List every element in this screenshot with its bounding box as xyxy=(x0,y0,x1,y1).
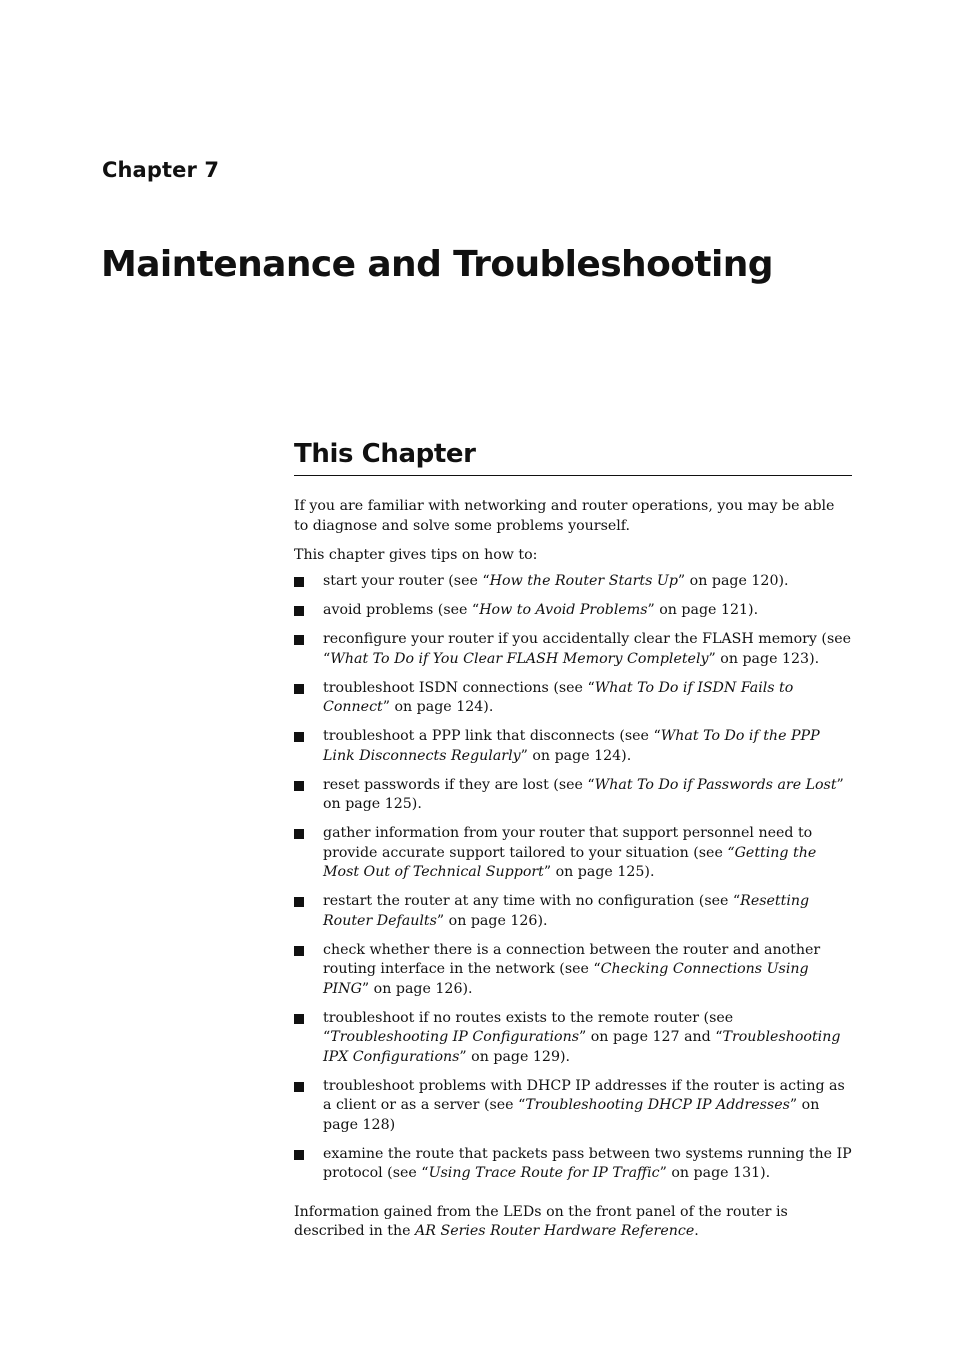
bullet-icon xyxy=(294,1082,304,1092)
list-item xyxy=(294,1077,852,1136)
list-item xyxy=(294,941,852,1000)
list-item xyxy=(294,601,852,621)
cross-reference: How the Router Starts Up xyxy=(489,573,678,589)
list-item xyxy=(294,572,852,592)
item-text: troubleshoot if no routes exists to the remote router (see “ xyxy=(323,1009,734,1045)
item-text: ” on page 124). xyxy=(382,699,494,715)
item-text: ” on page 125). xyxy=(323,776,844,812)
list-item xyxy=(294,824,852,883)
this-chapter-section xyxy=(294,437,852,1242)
item-text: ” on page 123). xyxy=(708,650,820,667)
cross-reference: What To Do if You Clear FLASH Memory Completely xyxy=(330,650,709,667)
list-item xyxy=(294,679,852,718)
cross-reference: Troubleshooting DHCP IP Addresses xyxy=(525,1097,790,1113)
cross-reference: Using Trace Route for IP Traffic xyxy=(428,1165,660,1181)
item-text: avoid problems (see “ xyxy=(323,602,480,618)
item-text: check whether there is a connection between the router and another routing interface in the network (see “ xyxy=(323,941,821,977)
item-text: start your router (see “ xyxy=(323,573,490,589)
chapter-title: Maintenance and Troubleshooting xyxy=(101,244,773,285)
item-text: ” on page 126). xyxy=(436,912,548,929)
bullet-icon xyxy=(294,635,304,645)
intro-paragraph: If you are familiar with networking and router operations, you may be able to diagnose and solve some problems yourself. xyxy=(294,498,835,534)
bullet-icon xyxy=(294,606,304,616)
item-text: ” on page 128) xyxy=(323,1097,820,1133)
bullet-icon xyxy=(294,946,304,956)
bullet-icon xyxy=(294,732,304,742)
lead-paragraph: This chapter gives tips on how to: xyxy=(294,546,538,563)
cross-reference: “Getting the Most Out of Technical Support xyxy=(323,844,817,880)
cross-reference: Resetting Router Defaults xyxy=(323,893,810,929)
bullet-icon xyxy=(294,684,304,694)
item-text: ” on page 124). xyxy=(520,747,632,764)
item-text: troubleshoot a PPP link that disconnects (see “ xyxy=(323,728,661,744)
item-text: ” on page 126). xyxy=(361,980,473,997)
item-text: ” on page 121). xyxy=(647,602,759,618)
cross-reference: How to Avoid Problems xyxy=(479,602,648,618)
item-text: ” on page 131). xyxy=(659,1165,771,1181)
bullet-icon xyxy=(294,1150,304,1160)
item-text: troubleshoot problems with DHCP IP addresses if the router is acting as a client or as a server (see “ xyxy=(323,1077,845,1113)
item-text: reconfigure your router if you accidentally clear the FLASH memory (see “ xyxy=(323,631,852,667)
tips-list xyxy=(294,572,852,1184)
list-item xyxy=(294,630,852,669)
bullet-icon xyxy=(294,829,304,839)
item-text: ” on page 125). xyxy=(543,864,655,880)
item-text: examine the route that packets pass between two systems running the IP protocol (see “ xyxy=(323,1145,852,1181)
list-item xyxy=(294,892,852,931)
chapter-label: Chapter 7 xyxy=(102,158,220,182)
item-text: ” on page 120). xyxy=(677,573,789,589)
cross-reference: What To Do if Passwords are Lost xyxy=(594,776,837,793)
item-text: gather information from your router that support personnel need to provide accurate support tailored to your situation (see xyxy=(323,825,813,861)
item-text: ” on page 129). xyxy=(459,1048,571,1065)
item-text: troubleshoot ISDN connections (see “ xyxy=(323,679,595,696)
cross-reference: AR Series Router Hardware Reference xyxy=(415,1223,695,1239)
item-text: reset passwords if they are lost (see “ xyxy=(323,776,595,793)
cross-reference: Troubleshooting IPX Configurations xyxy=(323,1029,841,1065)
list-item xyxy=(294,727,852,766)
bullet-icon xyxy=(294,897,304,907)
item-text: restart the router at any time with no configuration (see “ xyxy=(323,893,741,909)
cross-reference: What To Do if the PPP Link Disconnects Regularly xyxy=(323,728,820,764)
list-item xyxy=(294,1145,852,1184)
closing-paragraph xyxy=(294,1203,852,1242)
cross-reference: Troubleshooting IP Configurations xyxy=(330,1029,579,1045)
list-item xyxy=(294,1009,852,1068)
section-heading: This Chapter xyxy=(294,437,852,476)
cross-reference: What To Do if ISDN Fails to Connect xyxy=(323,679,794,715)
bullet-icon xyxy=(294,577,304,587)
bullet-icon xyxy=(294,1014,304,1024)
list-item xyxy=(294,776,852,815)
cross-reference: Checking Connections Using PING xyxy=(323,961,809,997)
closing-text: Information gained from the LEDs on the front panel of the router is described in the xyxy=(294,1203,788,1239)
bullet-icon xyxy=(294,781,304,791)
closing-text: . xyxy=(694,1223,699,1239)
item-text: ” on page 127 and “ xyxy=(579,1029,723,1045)
